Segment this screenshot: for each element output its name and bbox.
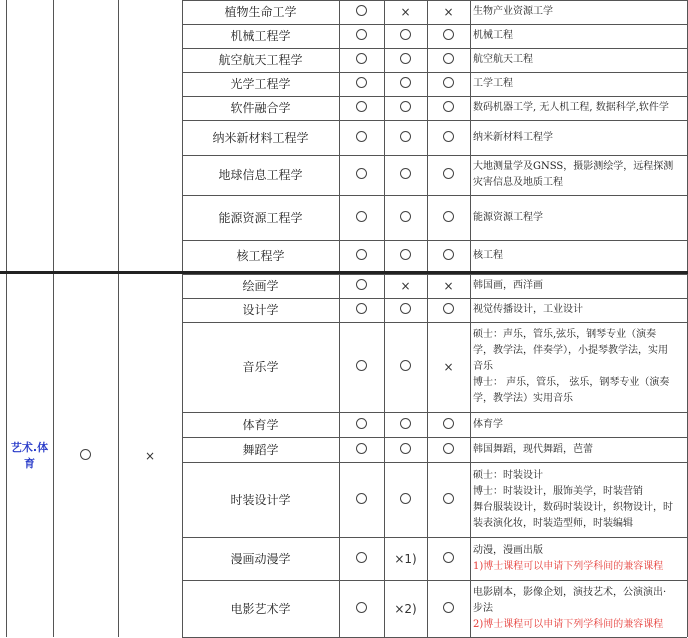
specialization-line: 体育学 xyxy=(473,418,503,430)
specialization-line: 装表演化妆，时装造型师，时装编辑 xyxy=(473,517,633,529)
availability-mark xyxy=(443,442,454,458)
availability-mark xyxy=(356,442,367,458)
availability-mark xyxy=(443,601,454,617)
circle-mark xyxy=(443,101,454,112)
specialization-list xyxy=(470,155,687,195)
circle-mark xyxy=(356,303,367,314)
mark-cell xyxy=(427,437,470,462)
mark-cell xyxy=(384,195,427,240)
mark-cell xyxy=(427,412,470,437)
specialization-line: 学，教学法，伴奏学），小提琴教学法，实用 xyxy=(473,345,668,356)
mark-cell xyxy=(384,240,427,272)
mark-cell xyxy=(339,462,384,537)
circle-mark xyxy=(400,131,411,142)
availability-mark xyxy=(356,167,367,183)
circle-mark xyxy=(443,29,454,40)
availability-mark xyxy=(443,130,454,146)
specialization-line: 机械工程 xyxy=(473,30,513,41)
circle-mark xyxy=(400,493,411,504)
circle-mark xyxy=(356,53,367,64)
specialization-line: 电影剧本，影像企划，演技艺术，公演演出· xyxy=(473,586,667,598)
footnote-text: 1)博士课程可以申请下列学科间的兼容课程 xyxy=(473,560,664,572)
availability-mark xyxy=(356,100,367,116)
availability-mark xyxy=(400,100,411,116)
circle-mark xyxy=(356,168,367,179)
circle-mark xyxy=(443,552,454,563)
mark-cell xyxy=(339,0,384,24)
mark-cell xyxy=(339,580,384,637)
specialization-line: 步法 xyxy=(473,602,493,614)
major-name: 地球信息工程学 xyxy=(218,168,303,182)
mark-cell xyxy=(339,120,384,155)
availability-mark xyxy=(356,492,367,508)
availability-mark xyxy=(443,417,454,433)
availability-mark xyxy=(443,210,454,226)
category-master-mark xyxy=(80,448,91,464)
circle-mark xyxy=(443,211,454,222)
circle-mark xyxy=(356,5,367,16)
specialization-line: 韩国画，西洋画 xyxy=(473,280,543,291)
mark-cell xyxy=(339,72,384,96)
specialization-line: 学，教学法）实用音乐 xyxy=(473,393,573,404)
category-doctor-mark: × xyxy=(144,448,156,463)
availability-mark: × xyxy=(400,5,411,19)
availability-mark xyxy=(443,28,454,44)
major-name: 纳米新材料工程学 xyxy=(212,130,309,145)
major-name: 软件融合学 xyxy=(230,101,291,115)
specialization-list xyxy=(470,412,687,437)
footnote-text: 2)博士课程可以申请下列学科间的兼容课程 xyxy=(473,618,664,630)
availability-mark xyxy=(356,52,367,68)
circle-mark xyxy=(400,101,411,112)
major-name: 机械工程学 xyxy=(230,29,291,43)
circle-mark xyxy=(443,443,454,454)
mark-cell xyxy=(339,412,384,437)
circle-mark xyxy=(356,602,367,613)
mark-cell xyxy=(427,322,470,412)
circle-mark xyxy=(356,77,367,88)
availability-mark: × xyxy=(443,360,454,374)
availability-mark xyxy=(356,248,367,264)
major-name: 电影艺术学 xyxy=(230,601,291,616)
mark-cell xyxy=(339,298,384,322)
circle-mark xyxy=(443,53,454,64)
mark-cell xyxy=(427,580,470,637)
availability-mark xyxy=(400,28,411,44)
availability-mark xyxy=(356,302,367,318)
circle-mark xyxy=(400,168,411,179)
major-name: 设计学 xyxy=(242,303,279,317)
availability-mark xyxy=(400,52,411,68)
major-name: 核工程学 xyxy=(236,249,285,263)
availability-mark xyxy=(356,359,367,375)
mark-cell xyxy=(339,537,384,580)
availability-mark xyxy=(356,601,367,617)
specialization-line: 音乐 xyxy=(473,361,493,372)
circle-mark xyxy=(356,29,367,40)
major-name: 音乐学 xyxy=(242,360,279,374)
mark-cell xyxy=(427,155,470,195)
major-name: 舞蹈学 xyxy=(242,442,279,457)
mark-cell xyxy=(427,0,470,24)
availability-mark xyxy=(400,76,411,92)
mark-cell xyxy=(384,155,427,195)
availability-mark xyxy=(356,130,367,146)
specialization-line: 视觉传播设计，工业设计 xyxy=(473,304,583,315)
circle-mark xyxy=(443,131,454,142)
availability-mark xyxy=(400,302,411,318)
circle-mark xyxy=(400,360,411,371)
specialization-line: 数码机器工学, 无人机工程, 数据科学,软件学 xyxy=(473,102,669,113)
mark-cell xyxy=(384,322,427,412)
mark-cell xyxy=(339,195,384,240)
mark-cell xyxy=(384,580,427,637)
circle-mark xyxy=(443,303,454,314)
specialization-list xyxy=(470,195,687,240)
specialization-line: 核工程 xyxy=(473,250,503,261)
availability-mark xyxy=(400,492,411,508)
circle-mark xyxy=(443,249,454,260)
mark-cell xyxy=(339,437,384,462)
circle-mark xyxy=(443,168,454,179)
category-master-cell xyxy=(53,274,118,637)
mark-cell xyxy=(339,155,384,195)
major-name: 时装设计学 xyxy=(230,492,291,507)
circle-mark xyxy=(356,211,367,222)
circle-mark xyxy=(356,249,367,260)
circle-mark xyxy=(80,449,91,460)
circle-mark xyxy=(356,279,367,290)
major-name: 能源资源工程学 xyxy=(218,210,303,225)
availability-mark xyxy=(356,278,367,294)
mark-cell xyxy=(384,0,427,24)
mark-cell xyxy=(384,462,427,537)
specialization-list xyxy=(470,96,687,120)
circle-mark xyxy=(356,360,367,371)
specialization-list xyxy=(470,322,687,412)
specialization-line: 动漫，漫画出版 xyxy=(473,544,543,556)
specialization-line: 工学工程 xyxy=(473,78,513,89)
specialization-line: 韩国舞蹈，现代舞蹈，芭蕾 xyxy=(473,443,593,455)
availability-mark xyxy=(400,442,411,458)
mark-cell xyxy=(427,298,470,322)
specialization-list xyxy=(470,240,687,272)
circle-mark xyxy=(400,211,411,222)
mark-cell xyxy=(427,195,470,240)
mark-cell xyxy=(427,120,470,155)
availability-mark xyxy=(443,167,454,183)
mark-cell xyxy=(384,298,427,322)
specialization-line: 纳米新材料工程学 xyxy=(473,131,553,143)
availability-mark xyxy=(400,130,411,146)
major-name: 光学工程学 xyxy=(230,77,291,91)
category-doctor-cell xyxy=(118,274,182,637)
mark-cell xyxy=(427,240,470,272)
availability-mark xyxy=(356,4,367,20)
circle-mark xyxy=(356,418,367,429)
availability-mark xyxy=(400,167,411,183)
specialization-list xyxy=(470,437,687,462)
specialization-line: 舞台服装设计，数码时装设计，织物设计，时 xyxy=(473,501,673,513)
circle-mark xyxy=(356,101,367,112)
availability-mark: × xyxy=(400,279,411,293)
mark-cell xyxy=(339,48,384,72)
mark-cell xyxy=(427,48,470,72)
circle-mark xyxy=(400,77,411,88)
specialization-list xyxy=(470,298,687,322)
mark-cell xyxy=(339,322,384,412)
mark-cell xyxy=(384,72,427,96)
mark-cell xyxy=(384,120,427,155)
mark-cell xyxy=(384,96,427,120)
mark-cell xyxy=(427,537,470,580)
major-name: 漫画动漫学 xyxy=(230,551,291,566)
specialization-line: 博士：时装设计，服饰美学，时装营销 xyxy=(473,485,643,497)
availability-mark xyxy=(356,28,367,44)
mark-cell xyxy=(384,437,427,462)
availability-mark xyxy=(356,210,367,226)
circle-mark xyxy=(443,418,454,429)
availability-mark xyxy=(443,248,454,264)
specialization-line: 生物产业资源工学 xyxy=(473,6,553,17)
major-name: 航空航天工程学 xyxy=(218,53,303,67)
availability-mark: × xyxy=(443,5,454,19)
category-cell xyxy=(6,274,53,637)
availability-mark xyxy=(443,76,454,92)
specialization-list xyxy=(470,72,687,96)
mark-cell xyxy=(339,96,384,120)
circle-mark xyxy=(400,418,411,429)
availability-mark: ×2) xyxy=(394,601,417,616)
circle-mark xyxy=(400,53,411,64)
circle-mark xyxy=(356,443,367,454)
specialization-list xyxy=(470,462,687,537)
circle-mark xyxy=(443,602,454,613)
mark-cell xyxy=(384,412,427,437)
mark-cell xyxy=(339,24,384,48)
circle-mark xyxy=(443,77,454,88)
mark-cell xyxy=(384,48,427,72)
specialization-line: 硕士：声乐，管乐,弦乐，钢琴专业（演奏 xyxy=(473,329,657,340)
mark-cell xyxy=(339,240,384,272)
availability-mark xyxy=(356,551,367,567)
availability-mark xyxy=(443,52,454,68)
circle-mark xyxy=(400,303,411,314)
circle-mark xyxy=(356,131,367,142)
circle-mark xyxy=(400,443,411,454)
mark-cell xyxy=(427,24,470,48)
specialization-line: 硕士：时装设计 xyxy=(473,469,543,481)
category-name: 艺术.体育 xyxy=(10,440,49,470)
circle-mark xyxy=(400,29,411,40)
circle-mark xyxy=(356,493,367,504)
mark-cell xyxy=(339,274,384,298)
mark-cell xyxy=(427,274,470,298)
availability-mark xyxy=(400,248,411,264)
availability-mark xyxy=(356,76,367,92)
specialization-list xyxy=(470,580,687,637)
mark-cell xyxy=(384,24,427,48)
specialization-list xyxy=(470,0,687,24)
major-name: 体育学 xyxy=(242,417,279,432)
specialization-line: 航空航天工程 xyxy=(473,54,533,65)
specialization-list xyxy=(470,274,687,298)
availability-mark xyxy=(356,417,367,433)
specialization-list xyxy=(470,537,687,580)
availability-mark xyxy=(443,492,454,508)
circle-mark xyxy=(400,249,411,260)
specialization-list xyxy=(470,48,687,72)
availability-mark xyxy=(400,359,411,375)
specialization-line: 博士： 声乐，管乐， 弦乐，钢琴专业（演奏 xyxy=(473,377,670,388)
availability-mark xyxy=(400,417,411,433)
mark-cell xyxy=(427,462,470,537)
major-name: 绘画学 xyxy=(242,279,279,293)
mark-cell xyxy=(427,96,470,120)
circle-mark xyxy=(356,552,367,563)
availability-mark xyxy=(443,551,454,567)
availability-mark xyxy=(400,210,411,226)
specialization-list xyxy=(470,24,687,48)
availability-mark: ×1) xyxy=(394,551,417,566)
major-name: 植物生命工学 xyxy=(224,5,297,19)
mark-cell xyxy=(384,274,427,298)
circle-mark xyxy=(443,493,454,504)
mark-cell xyxy=(384,537,427,580)
availability-mark xyxy=(443,302,454,318)
availability-mark xyxy=(443,100,454,116)
mark-cell xyxy=(427,72,470,96)
specialization-list xyxy=(470,120,687,155)
specialization-line: 大地测量学及GNSS，摄影测绘学，远程探测 xyxy=(473,161,674,172)
availability-mark: × xyxy=(443,279,454,293)
specialization-line: 灾害信息及地质工程 xyxy=(473,177,563,188)
specialization-line: 能源资源工程学 xyxy=(473,211,543,223)
